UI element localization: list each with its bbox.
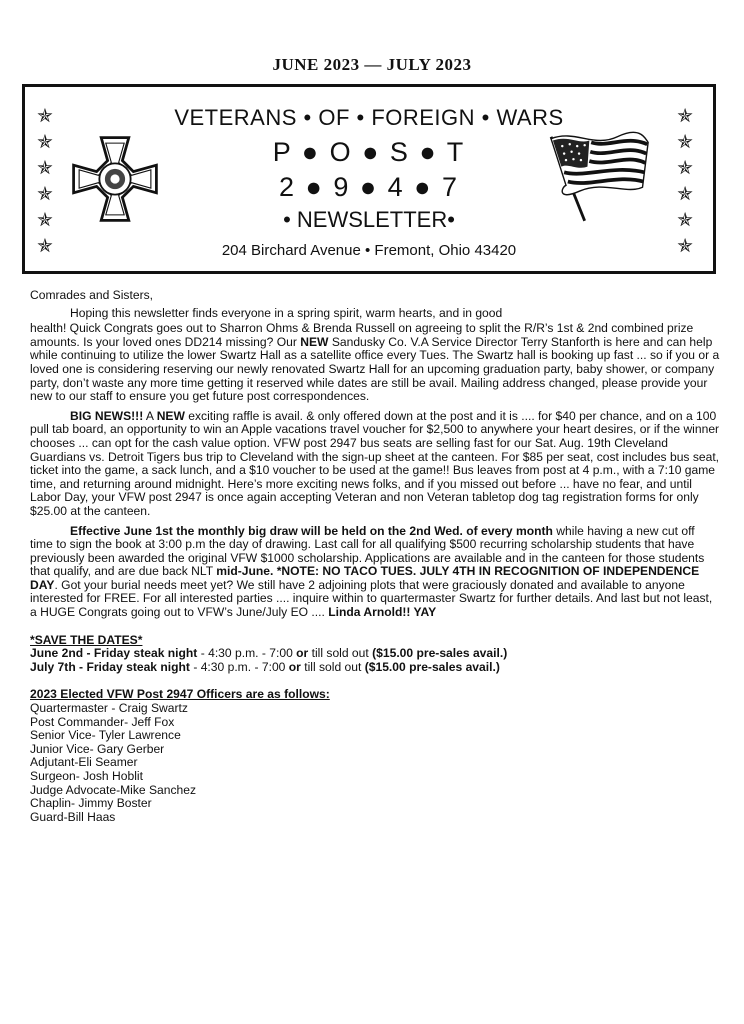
officer-item: Junior Vice- Gary Gerber [30,741,165,756]
star-icon: ✯ [677,106,693,127]
officer-item: Guard-Bill Haas [30,809,116,824]
officer-item: Quartermaster - Craig Swartz [30,701,188,716]
issue-date: JUNE 2023 — JULY 2023 [272,55,472,74]
event-date: July 7th - Friday steak night [30,659,190,674]
greeting: Comrades and Sisters, [30,288,154,302]
star-icon: ✯ [37,184,53,205]
officer-item: Adjutant-Eli Seamer [30,755,138,770]
event-date: June 2nd - Friday steak night [30,646,198,661]
newsletter-word: • NEWSLETTER• [283,207,455,232]
star-icon: ✯ [677,158,693,179]
officer-item: Judge Advocate-Mike Sanchez [30,782,197,797]
para3-text-cont: . Got your burial needs meet yet? We still have 2 adjoining plots that were graciously donated and available to anyone interested for FREE. For all interested parties .... inquire within to quartermaster Swartz for further details. And last but not least, a HUGE Congrats going out to VFW’s June/July EO .... [30,577,713,620]
event-price: ($15.00 pre-sales avail.) [364,659,500,674]
eo-name: Linda Arnold!! YAY [328,605,437,620]
officer-item: Surgeon- Josh Hoblit [30,769,143,783]
save-dates-title: *SAVE THE DATES* [30,632,143,647]
event-time: - 4:30 p.m. - 7:00 [189,659,289,674]
star-icon: ✯ [677,184,693,205]
star-icon: ✯ [37,210,53,231]
big-draw-heading: Effective June 1st the monthly big draw will be held on the 2nd Wed. of every month [70,523,553,538]
para1-text-cont: Sandusky Co. V.A Service Director Terry Stanforth is here and can help while continuing to utilize the lower Swartz Hall as a satellite office every Tues. The Swartz hall is booking up fast ... so if you or a loved one is considering reserving our newly renovated Swartz Hall for an upcoming graduation party, baby shower, or company party, don’t waste any more time getting it reserved while dates are still be avail. Mailing address changed, please provide your new to our staff to ensure you get future post correspondences. [30,334,720,404]
taco-notice: mid-June. *NOTE: NO TACO TUES. JULY 4TH IN RECOGNITION OF INDEPENDENCE DAY [30,564,700,592]
paragraph-big-draw [30,525,720,620]
para1-text: health! Quick Congrats goes out to Sharron Ohms & Brenda Russell on agreeing to split the R/R’s 1st & 2nd combined prize amounts. Is your loved ones DD214 missing? Our [30,321,694,349]
star-icon: ✯ [677,236,693,257]
star-icon: ✯ [677,132,693,153]
paragraph-big-news [30,410,720,519]
para3-text: while having a new cut off time to sign the book at 3:00 p.m the day of drawing. Last call for all qualifying $500 recurring scholarship students that have previously been awarded the original VFW $1000 scholarship. Applications are available and in the canteen for those students that qualify, and are due back NLT [30,523,705,579]
para2-text-cont: exciting raffle is avail. & only offered down at the post and it is .... for $40 per chance, and on a 100 pull tab board, an opportunity to win an Apple vacations travel voucher for $2,500 to anywhere your heart desires, or if the winner chooses ... can opt for the cash value option. VFW post 2947 bus seats are selling fast for our Sat. Aug. 19th Cleveland Guardians vs. Detroit Tigers bus trip to Cleveland with the sign-up sheet at the canteen. For $85 per seat, cost includes bus seat, ticket into the game, a sack lunch, and a $10 voucher to be used at the game!! Bus leaves from post at 4 p.m., with a 7:10 game time, and returning around midnight. Here’s more exciting news folks, and if you missed out before ... have no fear, and until Labor Day, your VFW post 2947 is once again accepting Veteran and non Veteran tabletop dog tag registration forms for only $25.00 at the canteen. [30,408,720,518]
post-number: 2 ● 9 ● 4 ● 7 [279,172,459,202]
star-icon: ✯ [37,106,53,127]
event-june [30,647,720,661]
officers-title: 2023 Elected VFW Post 2947 Officers are as follows: [30,687,330,702]
event-or: or [288,659,301,674]
post-word: P ● O ● S ● T [272,137,466,167]
event-july [30,661,720,675]
newsletter-body [30,289,720,824]
big-news-label: BIG NEWS!!! [70,408,144,423]
officer-item: Chaplin- Jimmy Boster [30,796,152,811]
star-icon: ✯ [37,132,53,153]
post-address: 204 Birchard Avenue • Fremont, Ohio 43420 [221,242,517,259]
event-tail: till sold out [300,659,365,674]
star-icon: ✯ [37,236,53,257]
star-icon: ✯ [37,158,53,179]
opening-line: Hoping this newsletter finds everyone in a spring spirit, warm hearts, and in good [70,305,503,320]
event-price: ($15.00 pre-sales avail.) [372,646,508,661]
officer-item: Post Commander- Jeff Fox [30,714,175,729]
star-icon: ✯ [677,210,693,231]
american-flag-icon [538,127,650,225]
event-time: - 4:30 p.m. - 7:00 [197,646,297,661]
para1-new: NEW [300,334,329,349]
event-tail: till sold out [308,646,373,661]
newsletter-header [22,84,716,274]
event-or: or [296,646,309,661]
officer-item: Senior Vice- Tyler Lawrence [30,728,181,743]
para2-text: A [143,408,157,423]
paragraph-announcements [30,322,720,404]
para2-new: NEW [156,408,185,423]
org-name: VETERANS • OF • FOREIGN • WARS [174,105,564,130]
